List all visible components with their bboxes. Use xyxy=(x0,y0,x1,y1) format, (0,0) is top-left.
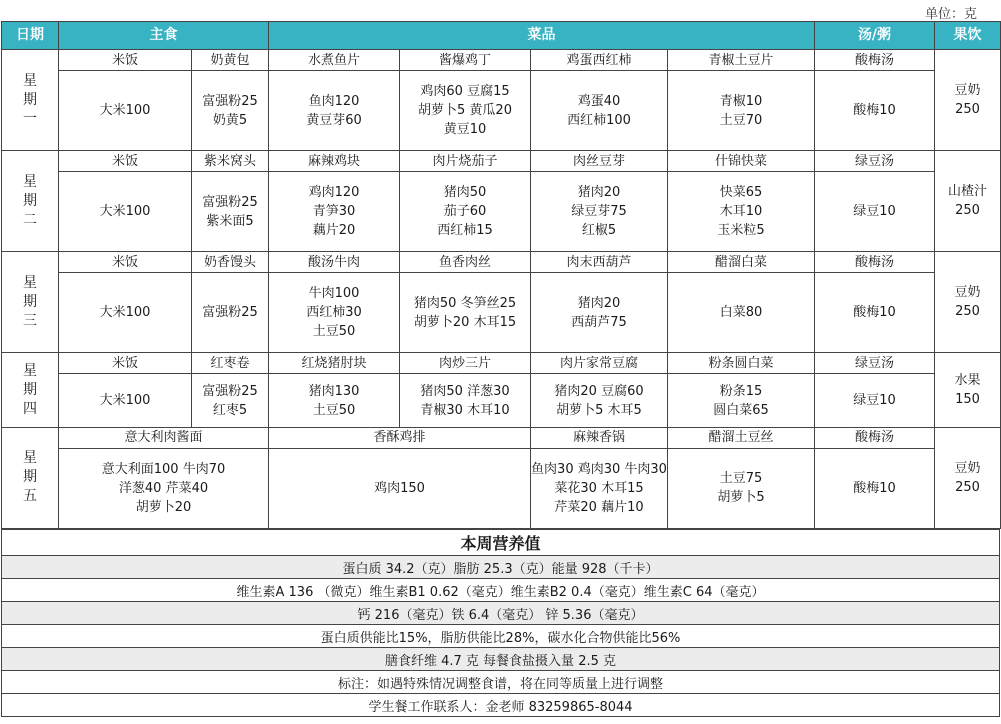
nutrition-row: 蛋白质 34.2（克）脂肪 25.3（克）能量 928（千卡） xyxy=(2,556,1000,579)
note-row: 标注：如遇特殊情况调整食谱，将在同等质量上进行调整 xyxy=(2,671,1000,694)
dish-ingredients: 鱼肉30 鸡肉30 牛肉30 菜花30 木耳15 芹菜20 藕片10 xyxy=(531,448,668,528)
dish-name: 水煮鱼片 xyxy=(269,50,400,71)
header-staple: 主食 xyxy=(59,22,269,50)
fruit-drink: 豆奶 250 xyxy=(935,252,1001,353)
staple-ingredients: 大米100 xyxy=(59,71,192,151)
soup-ingredients: 绿豆10 xyxy=(815,374,935,428)
day-label: 星 期 三 xyxy=(2,252,59,353)
staple-name: 紫米窝头 xyxy=(192,151,269,172)
header-fruit: 果饮 xyxy=(935,22,1001,50)
day-3-ingredient-row xyxy=(2,273,1001,353)
staple-ingredients: 大米100 xyxy=(59,273,192,353)
dish-ingredients: 快菜65 木耳10 玉米粒5 xyxy=(668,172,815,252)
dish-name: 肉丝豆芽 xyxy=(531,151,668,172)
dish-name: 鸡蛋西红柿 xyxy=(531,50,668,71)
soup-name: 绿豆汤 xyxy=(815,353,935,374)
nutrition-title: 本周营养值 xyxy=(2,530,1000,556)
staple-name: 红枣卷 xyxy=(192,353,269,374)
dish-name: 青椒土豆片 xyxy=(668,50,815,71)
day-label: 星 期 二 xyxy=(2,151,59,252)
staple-ingredients: 富强粉25 奶黄5 xyxy=(192,71,269,151)
dish-name: 红烧猪肘块 xyxy=(269,353,400,374)
dish-ingredients: 青椒10 土豆70 xyxy=(668,71,815,151)
day-1-ingredient-row xyxy=(2,71,1001,151)
soup-name: 酸梅汤 xyxy=(815,427,935,448)
staple-ingredients: 富强粉25 xyxy=(192,273,269,353)
dish-name: 香酥鸡排 xyxy=(269,427,531,448)
staple-name: 米饭 xyxy=(59,151,192,172)
staple-ingredients: 大米100 xyxy=(59,172,192,252)
dish-ingredients: 鸡肉60 豆腐15 胡萝卜5 黄瓜20 黄豆10 xyxy=(400,71,531,151)
contact-row: 学生餐工作联系人：金老师 83259865-8044 xyxy=(2,694,1000,717)
day-5-name-row xyxy=(2,427,1001,448)
header-dishes: 菜品 xyxy=(269,22,815,50)
staple-ingredients: 意大利面100 牛肉70 洋葱40 芹菜40 胡萝卜20 xyxy=(59,448,269,528)
dish-name: 什锦快菜 xyxy=(668,151,815,172)
unit-label: 单位：克 xyxy=(924,7,977,22)
dish-ingredients: 鸡肉120 青笋30 藕片20 xyxy=(269,172,400,252)
fruit-drink: 豆奶 250 xyxy=(935,427,1001,528)
weekly-menu-table xyxy=(1,21,1001,529)
staple-name: 米饭 xyxy=(59,252,192,273)
dish-ingredients: 猪肉20 西葫芦75 xyxy=(531,273,668,353)
nutrition-table xyxy=(1,529,1000,717)
header-row xyxy=(2,22,1001,50)
soup-ingredients: 酸梅10 xyxy=(815,273,935,353)
dish-name: 酸汤牛肉 xyxy=(269,252,400,273)
dish-ingredients: 鸡蛋40 西红柿100 xyxy=(531,71,668,151)
nutrition-row: 钙 216（毫克）铁 6.4（毫克） 锌 5.36（毫克） xyxy=(2,602,1000,625)
fruit-drink: 山楂汁 250 xyxy=(935,151,1001,252)
nutrition-row: 膳食纤维 4.7 克 每餐食盐摄入量 2.5 克 xyxy=(2,648,1000,671)
soup-name: 绿豆汤 xyxy=(815,151,935,172)
day-1-name-row xyxy=(2,50,1001,71)
day-3-name-row xyxy=(2,252,1001,273)
staple-name: 米饭 xyxy=(59,50,192,71)
day-label: 星 期 四 xyxy=(2,353,59,428)
dish-ingredients: 鸡肉150 xyxy=(269,448,531,528)
staple-ingredients: 富强粉25 红枣5 xyxy=(192,374,269,428)
day-label: 星 期 五 xyxy=(2,427,59,528)
day-2-ingredient-row xyxy=(2,172,1001,252)
day-2-name-row xyxy=(2,151,1001,172)
day-4-ingredient-row xyxy=(2,374,1001,428)
soup-ingredients: 酸梅10 xyxy=(815,71,935,151)
dish-name: 醋溜土豆丝 xyxy=(668,427,815,448)
day-5-ingredient-row xyxy=(2,448,1001,528)
staple-name: 米饭 xyxy=(59,353,192,374)
soup-ingredients: 酸梅10 xyxy=(815,448,935,528)
dish-ingredients: 猪肉20 豆腐60 胡萝卜5 木耳5 xyxy=(531,374,668,428)
staple-name: 意大利肉酱面 xyxy=(59,427,269,448)
nutrition-row: 蛋白质供能比15%，脂肪供能比28%，碳水化合物供能比56% xyxy=(2,625,1000,648)
dish-ingredients: 粉条15 圆白菜65 xyxy=(668,374,815,428)
header-soup: 汤/粥 xyxy=(815,22,935,50)
nutrition-row: 维生素A 136 （微克）维生素B1 0.62（毫克）维生素B2 0.4（毫克）维生素C 64（毫克） xyxy=(2,579,1000,602)
dish-name: 醋溜白菜 xyxy=(668,252,815,273)
dish-ingredients: 土豆75 胡萝卜5 xyxy=(668,448,815,528)
dish-name: 肉片烧茄子 xyxy=(400,151,531,172)
staple-name: 奶香馒头 xyxy=(192,252,269,273)
dish-ingredients: 牛肉100 西红柿30 土豆50 xyxy=(269,273,400,353)
dish-ingredients: 鱼肉120 黄豆芽60 xyxy=(269,71,400,151)
day-label: 星 期 一 xyxy=(2,50,59,151)
soup-ingredients: 绿豆10 xyxy=(815,172,935,252)
dish-name: 肉炒三片 xyxy=(400,353,531,374)
dish-ingredients: 猪肉50 茄子60 西红柿15 xyxy=(400,172,531,252)
soup-name: 酸梅汤 xyxy=(815,50,935,71)
staple-ingredients: 大米100 xyxy=(59,374,192,428)
dish-name: 鱼香肉丝 xyxy=(400,252,531,273)
dish-name: 麻辣香锅 xyxy=(531,427,668,448)
dish-ingredients: 猪肉50 冬笋丝25 胡萝卜20 木耳15 xyxy=(400,273,531,353)
fruit-drink: 水果 150 xyxy=(935,353,1001,428)
dish-ingredients: 猪肉20 绿豆芽75 红椒5 xyxy=(531,172,668,252)
fruit-drink: 豆奶 250 xyxy=(935,50,1001,151)
staple-name: 奶黄包 xyxy=(192,50,269,71)
dish-name: 酱爆鸡丁 xyxy=(400,50,531,71)
staple-ingredients: 富强粉25 紫米面5 xyxy=(192,172,269,252)
dish-name: 粉条圆白菜 xyxy=(668,353,815,374)
dish-name: 肉末西葫芦 xyxy=(531,252,668,273)
dish-ingredients: 猪肉50 洋葱30 青椒30 木耳10 xyxy=(400,374,531,428)
soup-name: 酸梅汤 xyxy=(815,252,935,273)
dish-name: 麻辣鸡块 xyxy=(269,151,400,172)
dish-ingredients: 猪肉130 土豆50 xyxy=(269,374,400,428)
dish-ingredients: 白菜80 xyxy=(668,273,815,353)
header-day: 日期 xyxy=(2,22,59,50)
day-4-name-row xyxy=(2,353,1001,374)
dish-name: 肉片家常豆腐 xyxy=(531,353,668,374)
